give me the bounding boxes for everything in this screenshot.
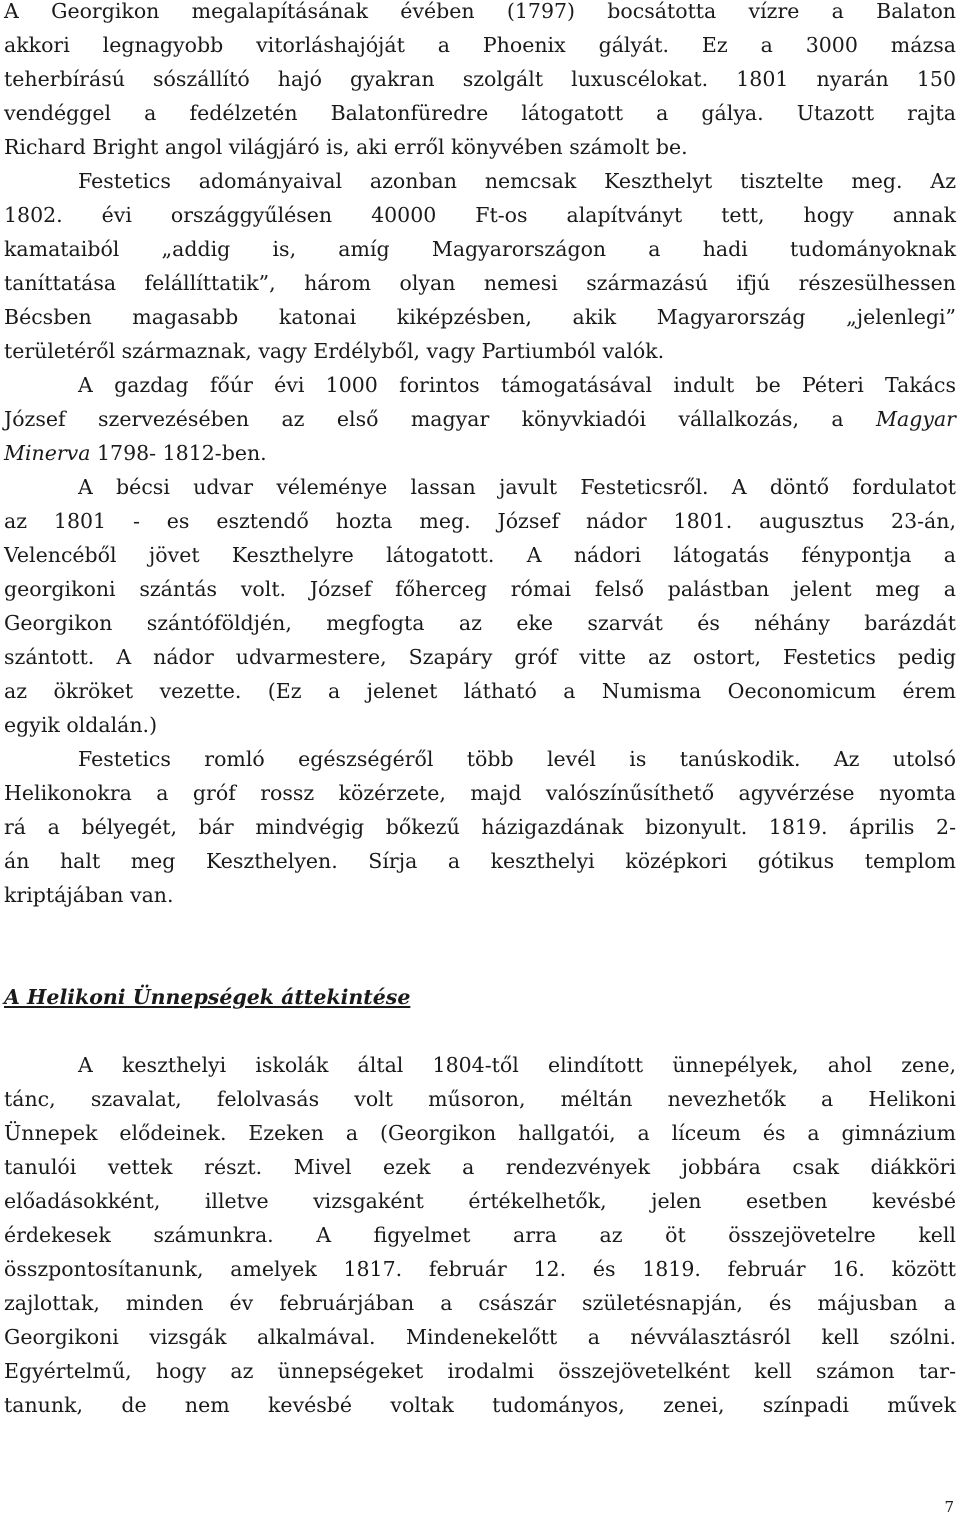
page-number: 7 xyxy=(944,1498,954,1516)
italic-title: Minerva xyxy=(4,441,91,465)
text-line: tanunk, de nem kevésbé voltak tudományos, zenei, színpadi művek xyxy=(4,1393,956,1417)
text-segment: József szervezésében az első magyar könyvkiadói vállalkozás, a xyxy=(4,407,844,431)
text-line: A Georgikon megalapításának évében (1797) bocsátotta vízre a Balaton xyxy=(4,0,956,23)
text-line: zajlottak, minden év februárjában a császár születésnapján, és májusban a xyxy=(4,1291,956,1315)
text-line: georgikoni szántás volt. József főherceg római felső palástban jelent meg a xyxy=(4,577,956,601)
text-line: A gazdag főúr évi 1000 forintos támogatásával indult be Péteri Takács xyxy=(78,373,956,397)
text-line: Velencéből jövet Keszthelyre látogatott. A nádori látogatás fénypontja a xyxy=(4,543,956,567)
text-line: tanulói vettek részt. Mivel ezek a rendezvények jobbára csak diákköri xyxy=(4,1155,956,1179)
text-line: 1802. évi országgyűlésen 40000 Ft-os alapítványt tett, hogy annak xyxy=(4,203,956,227)
text-line: vendéggel a fedélzetén Balatonfüredre látogatott a gálya. Utazott rajta xyxy=(4,101,956,125)
text-line: Helikonokra a gróf rossz közérzete, majd valószínűsíthető agyvérzése nyomta xyxy=(4,781,956,805)
text-line: szántott. A nádor udvarmestere, Szapáry gróf vitte az ostort, Festetics pedig xyxy=(4,645,956,669)
section-festetics xyxy=(4,0,956,912)
text-line: teherbírású sószállító hajó gyakran szolgált luxuscélokat. 1801 nyarán 150 xyxy=(4,67,956,91)
text-line xyxy=(4,402,956,436)
text-line: A bécsi udvar véleménye lassan javult Festeticsről. A döntő fordulatot xyxy=(78,475,956,499)
text-segment: 1798- 1812-ben. xyxy=(90,441,267,465)
text-line: Georgikon szántóföldjén, megfogta az eke szarvát és néhány barázdát xyxy=(4,611,956,635)
italic-title: Magyar xyxy=(876,407,956,431)
text-line: rá a bélyegét, bár mindvégig bőkezű házigazdának bizonyult. 1819. április 2- xyxy=(4,815,956,839)
text-line: előadásokként, illetve vizsgaként értékelhetők, jelen esetben kevésbé xyxy=(4,1189,956,1213)
text-line: az 1801 - es esztendő hozta meg. József nádor 1801. augusztus 23-án, xyxy=(4,509,956,533)
text-line: területéről származnak, vagy Erdélyből, vagy Partiumból valók. xyxy=(4,339,665,363)
text-line: egyik oldalán.) xyxy=(4,713,158,737)
text-line: án halt meg Keszthelyen. Sírja a keszthelyi középkori gótikus templom xyxy=(4,849,956,873)
text-line: Georgikoni vizsgák alkalmával. Mindenekelőtt a névválasztásról kell szólni. xyxy=(4,1325,956,1349)
text-line: tánc, szavalat, felolvasás volt műsoron, méltán nevezhetők a Helikoni xyxy=(4,1087,956,1111)
text-line: Festetics adományaival azonban nemcsak Keszthelyt tisztelte meg. Az xyxy=(78,169,956,193)
text-line: Bécsben magasabb katonai kiképzésben, akik Magyarország „jelenlegi” xyxy=(4,305,956,329)
text-line: A keszthelyi iskolák által 1804-től elindított ünnepélyek, ahol zene, xyxy=(78,1053,956,1077)
text-line: Ünnepek elődeinek. Ezeken a (Georgikon hallgatói, a líceum és a gimnázium xyxy=(4,1121,956,1145)
section-heading: A Helikoni Ünnepségek áttekintése xyxy=(4,985,411,1009)
text-line: akkori legnagyobb vitorláshajóját a Phoenix gályát. Ez a 3000 mázsa xyxy=(4,33,956,57)
text-line: Festetics romló egészségéről több levél is tanúskodik. Az utolsó xyxy=(78,747,956,771)
text-line: kriptájában van. xyxy=(4,883,174,907)
text-line: Richard Bright angol világjáró is, aki erről könyvében számolt be. xyxy=(4,135,688,159)
text-line: érdekesek számunkra. A figyelmet arra az öt összejövetelre kell xyxy=(4,1223,956,1247)
text-line: összpontosítanunk, amelyek 1817. február 12. és 1819. február 16. között xyxy=(4,1257,956,1281)
text-line xyxy=(4,436,956,470)
section-helikon xyxy=(4,1048,956,1422)
text-line: kamataiból „addig is, amíg Magyarországon a hadi tudományoknak xyxy=(4,237,956,261)
text-line: Egyértelmű, hogy az ünnepségeket irodalmi összejövetelként kell számon tar- xyxy=(4,1359,956,1383)
text-line: taníttatása felállíttatik”, három olyan nemesi származású ifjú részesülhessen xyxy=(4,271,956,295)
text-line: az ökröket vezette. (Ez a jelenet látható a Numisma Oeconomicum érem xyxy=(4,679,956,703)
